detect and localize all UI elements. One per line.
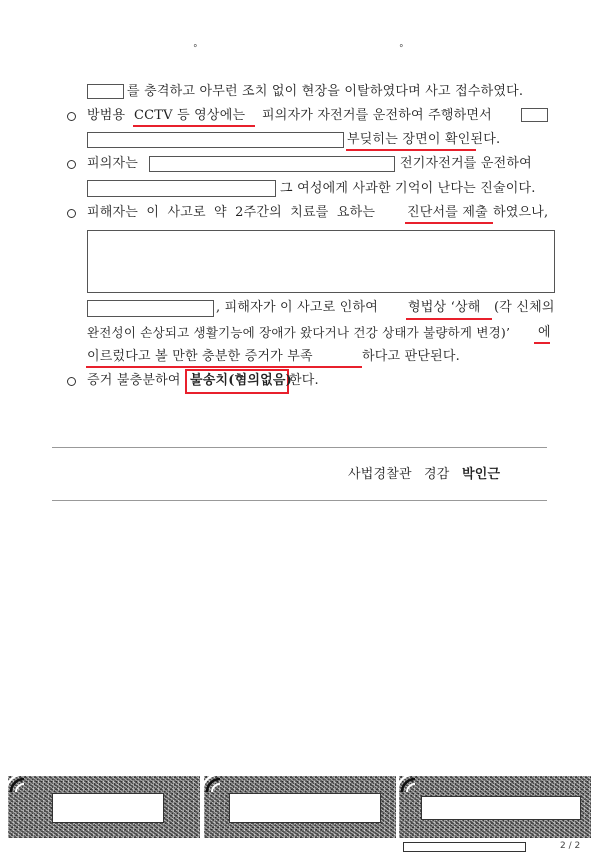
- bullet-1: [67, 112, 76, 121]
- text-line-9a: 이르렀다고 볼 만한 충분한 증거가 부족: [87, 349, 313, 364]
- text-line-4b: 전기자전거를 운전하여: [400, 156, 532, 171]
- text-line-3: 부딪히는 장면이 확인된다.: [347, 132, 501, 147]
- text-line-5: 그 여성에게 사과한 기억이 난다는 진술이다.: [280, 181, 536, 196]
- text-line-7a: , 피해자가 이 사고로 인하여: [216, 300, 378, 315]
- signature-role: 사법경찰관: [348, 467, 412, 482]
- text-line-7c: (각 신체의: [494, 300, 555, 315]
- top-dot-left: °: [193, 44, 198, 54]
- arc-mark-icon: [204, 776, 224, 796]
- text-line-1: 를 충격하고 아무런 조치 없이 현장을 이탈하였다며 사고 접수하였다.: [127, 84, 524, 99]
- divider-top: [52, 447, 547, 448]
- arc-mark-icon: [8, 776, 28, 796]
- text-line-8a: 완전성이 손상되고 생활기능에 장애가 왔다거나 건강 상태가 불량하게 변경)’: [87, 325, 511, 340]
- text-line-10b: 불송치(혐의없음): [190, 373, 293, 388]
- highlight-underline: [406, 318, 492, 320]
- text-line-10c: 한다.: [289, 373, 319, 388]
- highlight-underline: [534, 342, 550, 344]
- footer-barcode-box: [403, 842, 526, 852]
- redacted-box: [521, 108, 548, 122]
- security-pattern-3: [399, 776, 591, 838]
- highlight-underline: [405, 222, 493, 224]
- signature-rank: 경감: [424, 467, 450, 482]
- bullet-3: [67, 209, 76, 218]
- text-line-6a: 피해자는 이 사고로 약 2주간의 치료를 요하는: [87, 205, 376, 220]
- text-line-6c: 하였으나,: [493, 205, 549, 220]
- text-line-2c: 피의자가 자전거를 운전하여 주행하면서: [262, 108, 492, 123]
- text-line-4a: 피의자는: [87, 156, 139, 171]
- signature-name: 박인근: [462, 467, 501, 482]
- highlight-underline: [346, 149, 476, 151]
- page-number: 2 / 2: [560, 841, 581, 851]
- text-line-6b: 진단서를 제출: [407, 205, 488, 220]
- text-line-2a: 방범용: [87, 108, 126, 123]
- arc-mark-icon: [399, 776, 419, 796]
- redacted-box: [87, 84, 124, 99]
- text-line-7b: 형법상 ‘상해: [408, 300, 481, 315]
- security-pattern-1: [8, 776, 200, 838]
- redacted-box: [87, 180, 276, 197]
- security-pattern-2: [204, 776, 396, 838]
- text-line-9b: 하다고 판단된다.: [362, 349, 460, 364]
- redacted-block: [87, 230, 555, 293]
- text-line-8b: 에: [538, 325, 551, 340]
- security-window: [421, 796, 581, 820]
- redacted-box: [87, 300, 214, 317]
- redacted-box: [149, 156, 395, 172]
- redacted-box: [87, 132, 344, 148]
- text-line-2b: CCTV 등 영상에는: [134, 108, 246, 123]
- bullet-4: [67, 377, 76, 386]
- bullet-2: [67, 160, 76, 169]
- highlight-underline: [133, 125, 255, 127]
- security-window: [52, 793, 164, 823]
- security-window: [229, 793, 381, 823]
- highlight-underline: [86, 366, 362, 368]
- top-dot-right: °: [399, 44, 404, 54]
- text-line-10a: 증거 불충분하여: [87, 373, 181, 388]
- divider-bottom: [52, 500, 547, 501]
